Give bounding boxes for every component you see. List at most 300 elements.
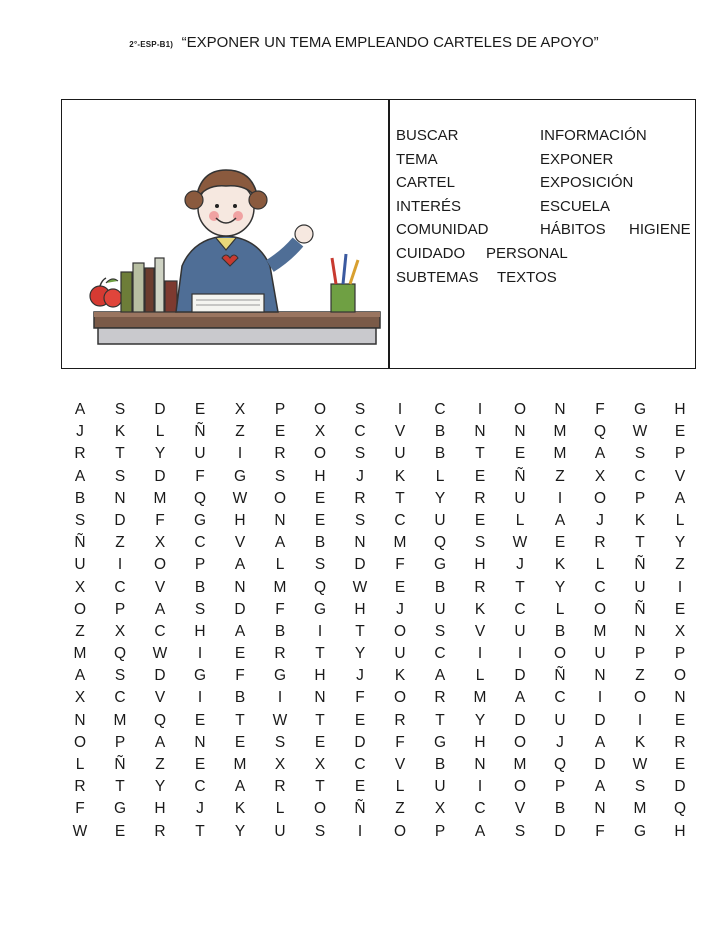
grid-letter[interactable]: F (155, 511, 165, 529)
grid-letter[interactable]: R (674, 733, 686, 751)
grid-letter[interactable]: C (554, 689, 566, 707)
grid-letter[interactable]: Q (593, 423, 607, 441)
grid-letter[interactable]: T (315, 645, 325, 663)
grid-letter[interactable]: N (514, 423, 526, 441)
grid-letter[interactable]: T (515, 578, 525, 596)
grid-letter[interactable]: E (314, 511, 326, 529)
grid-letter[interactable]: I (357, 822, 363, 840)
grid-letter[interactable]: M (113, 711, 127, 729)
grid-letter[interactable]: W (632, 423, 648, 441)
grid-letter[interactable]: S (434, 622, 446, 640)
grid-letter[interactable]: V (154, 578, 166, 596)
grid-letter[interactable]: F (595, 822, 605, 840)
grid-letter[interactable]: N (474, 423, 486, 441)
grid-letter[interactable]: X (594, 467, 606, 485)
grid-letter[interactable]: Y (674, 534, 686, 552)
grid-letter[interactable]: P (434, 822, 446, 840)
grid-letter[interactable]: U (194, 445, 206, 463)
grid-letter[interactable]: O (553, 645, 567, 663)
grid-letter[interactable]: E (194, 756, 206, 773)
grid-letter[interactable]: Y (234, 822, 246, 840)
grid-letter[interactable]: P (194, 556, 206, 574)
grid-letter[interactable]: E (354, 778, 366, 796)
grid-letter[interactable]: U (434, 511, 446, 529)
grid-letter[interactable]: S (314, 822, 326, 840)
grid-letter[interactable]: G (193, 667, 207, 685)
grid-letter[interactable]: M (73, 645, 87, 663)
grid-letter[interactable]: B (194, 578, 206, 596)
grid-letter[interactable]: M (393, 534, 407, 552)
grid-letter[interactable]: Ñ (354, 800, 366, 818)
grid-letter[interactable]: A (74, 467, 86, 485)
grid-letter[interactable]: E (474, 467, 486, 485)
grid-letter[interactable]: L (275, 800, 285, 818)
grid-letter[interactable]: T (475, 445, 485, 463)
grid-letter[interactable]: C (114, 689, 126, 707)
grid-letter[interactable]: A (594, 778, 606, 796)
grid-letter[interactable]: S (354, 445, 366, 463)
grid-letter[interactable]: X (674, 622, 686, 640)
grid-letter[interactable]: S (74, 511, 86, 529)
grid-letter[interactable]: D (234, 600, 246, 618)
grid-letter[interactable]: A (234, 556, 246, 574)
grid-letter[interactable]: A (434, 667, 446, 685)
grid-letter[interactable]: V (514, 800, 526, 818)
grid-letter[interactable]: E (674, 600, 686, 618)
grid-letter[interactable]: P (634, 489, 646, 507)
grid-letter[interactable]: Z (115, 534, 125, 552)
grid-letter[interactable]: T (315, 778, 325, 796)
grid-letter[interactable]: R (434, 689, 446, 707)
grid-letter[interactable]: O (393, 689, 407, 707)
grid-letter[interactable]: T (115, 778, 125, 796)
grid-letter[interactable]: P (674, 645, 686, 663)
grid-letter[interactable]: B (554, 622, 566, 640)
grid-letter[interactable]: N (554, 401, 566, 418)
grid-letter[interactable]: A (234, 622, 246, 640)
grid-letter[interactable]: F (235, 667, 245, 685)
grid-letter[interactable]: E (674, 756, 686, 773)
grid-letter[interactable]: L (75, 756, 85, 773)
grid-letter[interactable]: Q (193, 489, 207, 507)
grid-letter[interactable]: E (354, 711, 366, 729)
grid-letter[interactable]: O (313, 800, 327, 818)
grid-letter[interactable]: G (433, 556, 447, 574)
grid-letter[interactable]: F (195, 467, 205, 485)
grid-letter[interactable]: F (75, 800, 85, 818)
grid-letter[interactable]: E (674, 711, 686, 729)
grid-letter[interactable]: L (515, 511, 525, 529)
grid-letter[interactable]: R (74, 778, 86, 796)
grid-letter[interactable]: B (434, 423, 446, 441)
grid-letter[interactable]: O (593, 489, 607, 507)
grid-letter[interactable]: C (154, 622, 166, 640)
grid-letter[interactable]: H (674, 822, 686, 840)
grid-letter[interactable]: C (354, 423, 366, 441)
grid-letter[interactable]: S (194, 600, 206, 618)
grid-letter[interactable]: D (514, 667, 526, 685)
grid-letter[interactable]: K (554, 556, 566, 574)
grid-letter[interactable]: O (273, 489, 287, 507)
grid-letter[interactable]: K (474, 600, 486, 618)
grid-letter[interactable]: S (354, 401, 366, 418)
grid-letter[interactable]: Ñ (194, 423, 206, 441)
grid-letter[interactable]: U (634, 578, 646, 596)
grid-letter[interactable]: O (513, 778, 527, 796)
grid-letter[interactable]: I (477, 401, 483, 418)
grid-letter[interactable]: Z (675, 556, 685, 574)
grid-letter[interactable]: T (355, 622, 365, 640)
grid-letter[interactable]: S (314, 556, 326, 574)
grid-letter[interactable]: I (677, 578, 683, 596)
grid-letter[interactable]: I (557, 489, 563, 507)
grid-letter[interactable]: E (674, 423, 686, 441)
grid-letter[interactable]: G (313, 600, 327, 618)
grid-letter[interactable]: E (194, 401, 206, 418)
grid-letter[interactable]: Ñ (514, 467, 526, 485)
grid-letter[interactable]: R (74, 445, 86, 463)
grid-letter[interactable]: J (356, 667, 364, 685)
grid-letter[interactable]: X (314, 423, 326, 441)
grid-letter[interactable]: W (152, 645, 168, 663)
grid-letter[interactable]: E (474, 511, 486, 529)
grid-letter[interactable]: G (113, 800, 127, 818)
grid-letter[interactable]: W (232, 489, 248, 507)
grid-letter[interactable]: P (114, 733, 126, 751)
grid-letter[interactable]: H (154, 800, 166, 818)
grid-letter[interactable]: O (313, 445, 327, 463)
grid-letter[interactable]: Q (673, 800, 687, 818)
grid-letter[interactable]: L (155, 423, 165, 441)
grid-letter[interactable]: M (633, 800, 647, 818)
grid-letter[interactable]: E (234, 645, 246, 663)
grid-letter[interactable]: O (633, 689, 647, 707)
grid-letter[interactable]: O (73, 600, 87, 618)
grid-letter[interactable]: S (634, 778, 646, 796)
grid-letter[interactable]: S (634, 445, 646, 463)
grid-letter[interactable]: W (512, 534, 528, 552)
grid-letter[interactable]: T (195, 822, 205, 840)
grid-letter[interactable]: N (634, 622, 646, 640)
grid-letter[interactable]: P (634, 645, 646, 663)
grid-letter[interactable]: C (434, 401, 446, 418)
grid-letter[interactable]: R (154, 822, 166, 840)
grid-letter[interactable]: R (474, 578, 486, 596)
grid-letter[interactable]: O (313, 401, 327, 418)
grid-letter[interactable]: H (234, 511, 246, 529)
grid-letter[interactable]: N (194, 733, 206, 751)
grid-letter[interactable]: A (514, 689, 526, 707)
grid-letter[interactable]: O (513, 733, 527, 751)
grid-letter[interactable]: V (474, 622, 486, 640)
grid-letter[interactable]: Ñ (634, 600, 646, 618)
grid-letter[interactable]: Z (555, 467, 565, 485)
grid-letter[interactable]: L (675, 511, 685, 529)
grid-letter[interactable]: Y (354, 645, 366, 663)
grid-letter[interactable]: D (354, 556, 366, 574)
grid-letter[interactable]: B (434, 578, 446, 596)
grid-letter[interactable]: Q (153, 711, 167, 729)
grid-letter[interactable]: Q (553, 756, 567, 773)
grid-letter[interactable]: J (356, 467, 364, 485)
grid-letter[interactable]: I (197, 689, 203, 707)
grid-letter[interactable]: K (234, 800, 246, 818)
grid-letter[interactable]: L (475, 667, 485, 685)
grid-letter[interactable]: L (595, 556, 605, 574)
grid-letter[interactable]: Z (635, 667, 645, 685)
grid-letter[interactable]: T (395, 489, 405, 507)
grid-letter[interactable]: W (352, 578, 368, 596)
grid-letter[interactable]: I (477, 778, 483, 796)
grid-letter[interactable]: B (274, 622, 286, 640)
grid-letter[interactable]: M (553, 423, 567, 441)
grid-letter[interactable]: J (556, 733, 564, 751)
grid-letter[interactable]: D (674, 778, 686, 796)
grid-letter[interactable]: A (674, 489, 686, 507)
grid-letter[interactable]: Z (75, 622, 85, 640)
grid-letter[interactable]: T (315, 711, 325, 729)
grid-letter[interactable]: D (594, 756, 606, 773)
grid-letter[interactable]: X (114, 622, 126, 640)
grid-letter[interactable]: Ñ (114, 756, 126, 773)
grid-letter[interactable]: C (634, 467, 646, 485)
grid-letter[interactable]: Q (313, 578, 327, 596)
grid-letter[interactable]: G (193, 511, 207, 529)
grid-letter[interactable]: G (633, 401, 647, 418)
grid-letter[interactable]: I (277, 689, 283, 707)
grid-letter[interactable]: C (474, 800, 486, 818)
grid-letter[interactable]: F (595, 401, 605, 418)
grid-letter[interactable]: U (74, 556, 86, 574)
grid-letter[interactable]: L (435, 467, 445, 485)
grid-letter[interactable]: J (396, 600, 404, 618)
grid-letter[interactable]: S (274, 467, 286, 485)
grid-letter[interactable]: F (395, 556, 405, 574)
grid-letter[interactable]: S (114, 401, 126, 418)
grid-letter[interactable]: Y (154, 445, 166, 463)
grid-letter[interactable]: S (514, 822, 526, 840)
grid-letter[interactable]: Y (474, 711, 486, 729)
grid-letter[interactable]: V (154, 689, 166, 707)
grid-letter[interactable]: E (314, 489, 326, 507)
grid-letter[interactable]: Z (395, 800, 405, 818)
grid-letter[interactable]: O (73, 733, 87, 751)
grid-letter[interactable]: N (114, 489, 126, 507)
grid-letter[interactable]: I (597, 689, 603, 707)
grid-letter[interactable]: V (394, 423, 406, 441)
grid-letter[interactable]: R (274, 645, 286, 663)
grid-letter[interactable]: W (72, 822, 88, 840)
grid-letter[interactable]: N (594, 667, 606, 685)
grid-letter[interactable]: X (274, 756, 286, 773)
grid-letter[interactable]: U (514, 622, 526, 640)
grid-letter[interactable]: C (434, 645, 446, 663)
grid-letter[interactable]: I (637, 711, 643, 729)
grid-letter[interactable]: J (596, 511, 604, 529)
grid-letter[interactable]: R (354, 489, 366, 507)
grid-letter[interactable]: R (274, 778, 286, 796)
grid-letter[interactable]: A (74, 401, 86, 418)
grid-letter[interactable]: H (474, 556, 486, 574)
grid-letter[interactable]: A (74, 667, 86, 685)
grid-letter[interactable]: S (274, 733, 286, 751)
grid-letter[interactable]: M (233, 756, 247, 773)
grid-letter[interactable]: I (397, 401, 403, 418)
grid-letter[interactable]: M (593, 622, 607, 640)
grid-letter[interactable]: Q (433, 534, 447, 552)
grid-letter[interactable]: P (114, 600, 126, 618)
grid-letter[interactable]: O (673, 667, 687, 685)
grid-letter[interactable]: H (474, 733, 486, 751)
grid-letter[interactable]: W (272, 711, 288, 729)
grid-letter[interactable]: B (554, 800, 566, 818)
grid-letter[interactable]: G (433, 733, 447, 751)
grid-letter[interactable]: K (394, 467, 406, 485)
grid-letter[interactable]: B (234, 689, 246, 707)
grid-letter[interactable]: R (274, 445, 286, 463)
grid-letter[interactable]: L (275, 556, 285, 574)
grid-letter[interactable]: I (197, 645, 203, 663)
grid-letter[interactable]: Ñ (74, 534, 86, 552)
grid-letter[interactable]: H (314, 467, 326, 485)
grid-letter[interactable]: H (354, 600, 366, 618)
grid-letter[interactable]: M (153, 489, 167, 507)
grid-letter[interactable]: N (674, 689, 686, 707)
grid-letter[interactable]: C (354, 756, 366, 773)
grid-letter[interactable]: X (154, 534, 166, 552)
grid-letter[interactable]: A (594, 445, 606, 463)
grid-letter[interactable]: E (314, 733, 326, 751)
grid-letter[interactable]: A (594, 733, 606, 751)
grid-letter[interactable]: I (117, 556, 123, 574)
grid-letter[interactable]: E (234, 733, 246, 751)
grid-letter[interactable]: D (114, 511, 126, 529)
grid-letter[interactable]: N (234, 578, 246, 596)
grid-letter[interactable]: Ñ (554, 667, 566, 685)
grid-letter[interactable]: Q (113, 645, 127, 663)
grid-letter[interactable]: Y (154, 778, 166, 796)
grid-letter[interactable]: P (674, 445, 686, 463)
grid-letter[interactable]: B (74, 489, 86, 507)
grid-letter[interactable]: D (554, 822, 566, 840)
grid-letter[interactable]: T (235, 711, 245, 729)
grid-letter[interactable]: C (514, 600, 526, 618)
grid-letter[interactable]: O (513, 401, 527, 418)
grid-letter[interactable]: C (394, 511, 406, 529)
grid-letter[interactable]: K (634, 511, 646, 529)
grid-letter[interactable]: Ñ (634, 556, 646, 574)
grid-letter[interactable]: P (554, 778, 566, 796)
grid-letter[interactable]: Z (235, 423, 245, 441)
grid-letter[interactable]: H (314, 667, 326, 685)
grid-letter[interactable]: J (516, 556, 524, 574)
grid-letter[interactable]: I (317, 622, 323, 640)
grid-letter[interactable]: C (194, 778, 206, 796)
grid-letter[interactable]: X (314, 756, 326, 773)
grid-letter[interactable]: I (517, 645, 523, 663)
grid-letter[interactable]: T (635, 534, 645, 552)
grid-letter[interactable]: C (194, 534, 206, 552)
grid-letter[interactable]: K (634, 733, 646, 751)
grid-letter[interactable]: N (274, 511, 286, 529)
grid-letter[interactable]: Y (554, 578, 566, 596)
grid-letter[interactable]: H (194, 622, 206, 640)
grid-letter[interactable]: L (555, 600, 565, 618)
grid-letter[interactable]: M (553, 445, 567, 463)
grid-letter[interactable]: U (394, 445, 406, 463)
grid-letter[interactable]: T (435, 711, 445, 729)
grid-letter[interactable]: D (594, 711, 606, 729)
grid-letter[interactable]: R (474, 489, 486, 507)
grid-letter[interactable]: O (153, 556, 167, 574)
grid-letter[interactable]: N (474, 756, 486, 773)
grid-letter[interactable]: D (354, 733, 366, 751)
grid-letter[interactable]: G (233, 467, 247, 485)
grid-letter[interactable]: M (473, 689, 487, 707)
grid-letter[interactable]: D (514, 711, 526, 729)
grid-letter[interactable]: E (274, 423, 286, 441)
grid-letter[interactable]: B (314, 534, 326, 552)
grid-letter[interactable]: X (234, 401, 246, 418)
grid-letter[interactable]: X (74, 578, 86, 596)
grid-letter[interactable]: Y (434, 489, 446, 507)
grid-letter[interactable]: S (114, 667, 126, 685)
grid-letter[interactable]: X (74, 689, 86, 707)
grid-letter[interactable]: O (393, 622, 407, 640)
grid-letter[interactable]: Z (155, 756, 165, 773)
grid-letter[interactable]: I (237, 445, 243, 463)
grid-letter[interactable]: O (393, 822, 407, 840)
grid-letter[interactable]: M (273, 578, 287, 596)
grid-letter[interactable]: U (434, 600, 446, 618)
grid-letter[interactable]: V (234, 534, 246, 552)
grid-letter[interactable]: E (114, 822, 126, 840)
grid-letter[interactable]: C (594, 578, 606, 596)
grid-letter[interactable]: L (395, 778, 405, 796)
grid-letter[interactable]: K (394, 667, 406, 685)
grid-letter[interactable]: U (554, 711, 566, 729)
grid-letter[interactable]: N (354, 534, 366, 552)
grid-letter[interactable]: E (554, 534, 566, 552)
grid-letter[interactable]: R (394, 711, 406, 729)
grid-letter[interactable]: V (394, 756, 406, 773)
grid-letter[interactable]: D (154, 401, 166, 418)
grid-letter[interactable]: S (354, 511, 366, 529)
grid-letter[interactable]: S (114, 467, 126, 485)
grid-letter[interactable]: A (274, 534, 286, 552)
grid-letter[interactable]: A (154, 600, 166, 618)
grid-letter[interactable]: T (115, 445, 125, 463)
grid-letter[interactable]: R (594, 534, 606, 552)
grid-letter[interactable]: N (594, 800, 606, 818)
grid-letter[interactable]: N (314, 689, 326, 707)
grid-letter[interactable]: C (114, 578, 126, 596)
grid-letter[interactable]: F (395, 733, 405, 751)
grid-letter[interactable]: H (674, 401, 686, 418)
grid-letter[interactable]: B (434, 756, 446, 773)
grid-letter[interactable]: W (632, 756, 648, 773)
grid-letter[interactable]: G (633, 822, 647, 840)
grid-letter[interactable]: G (273, 667, 287, 685)
grid-letter[interactable]: E (394, 578, 406, 596)
grid-letter[interactable]: D (154, 467, 166, 485)
grid-letter[interactable]: A (154, 733, 166, 751)
grid-letter[interactable]: D (154, 667, 166, 685)
grid-letter[interactable]: V (674, 467, 686, 485)
grid-letter[interactable]: A (474, 822, 486, 840)
grid-letter[interactable]: M (513, 756, 527, 773)
grid-letter[interactable]: B (434, 445, 446, 463)
